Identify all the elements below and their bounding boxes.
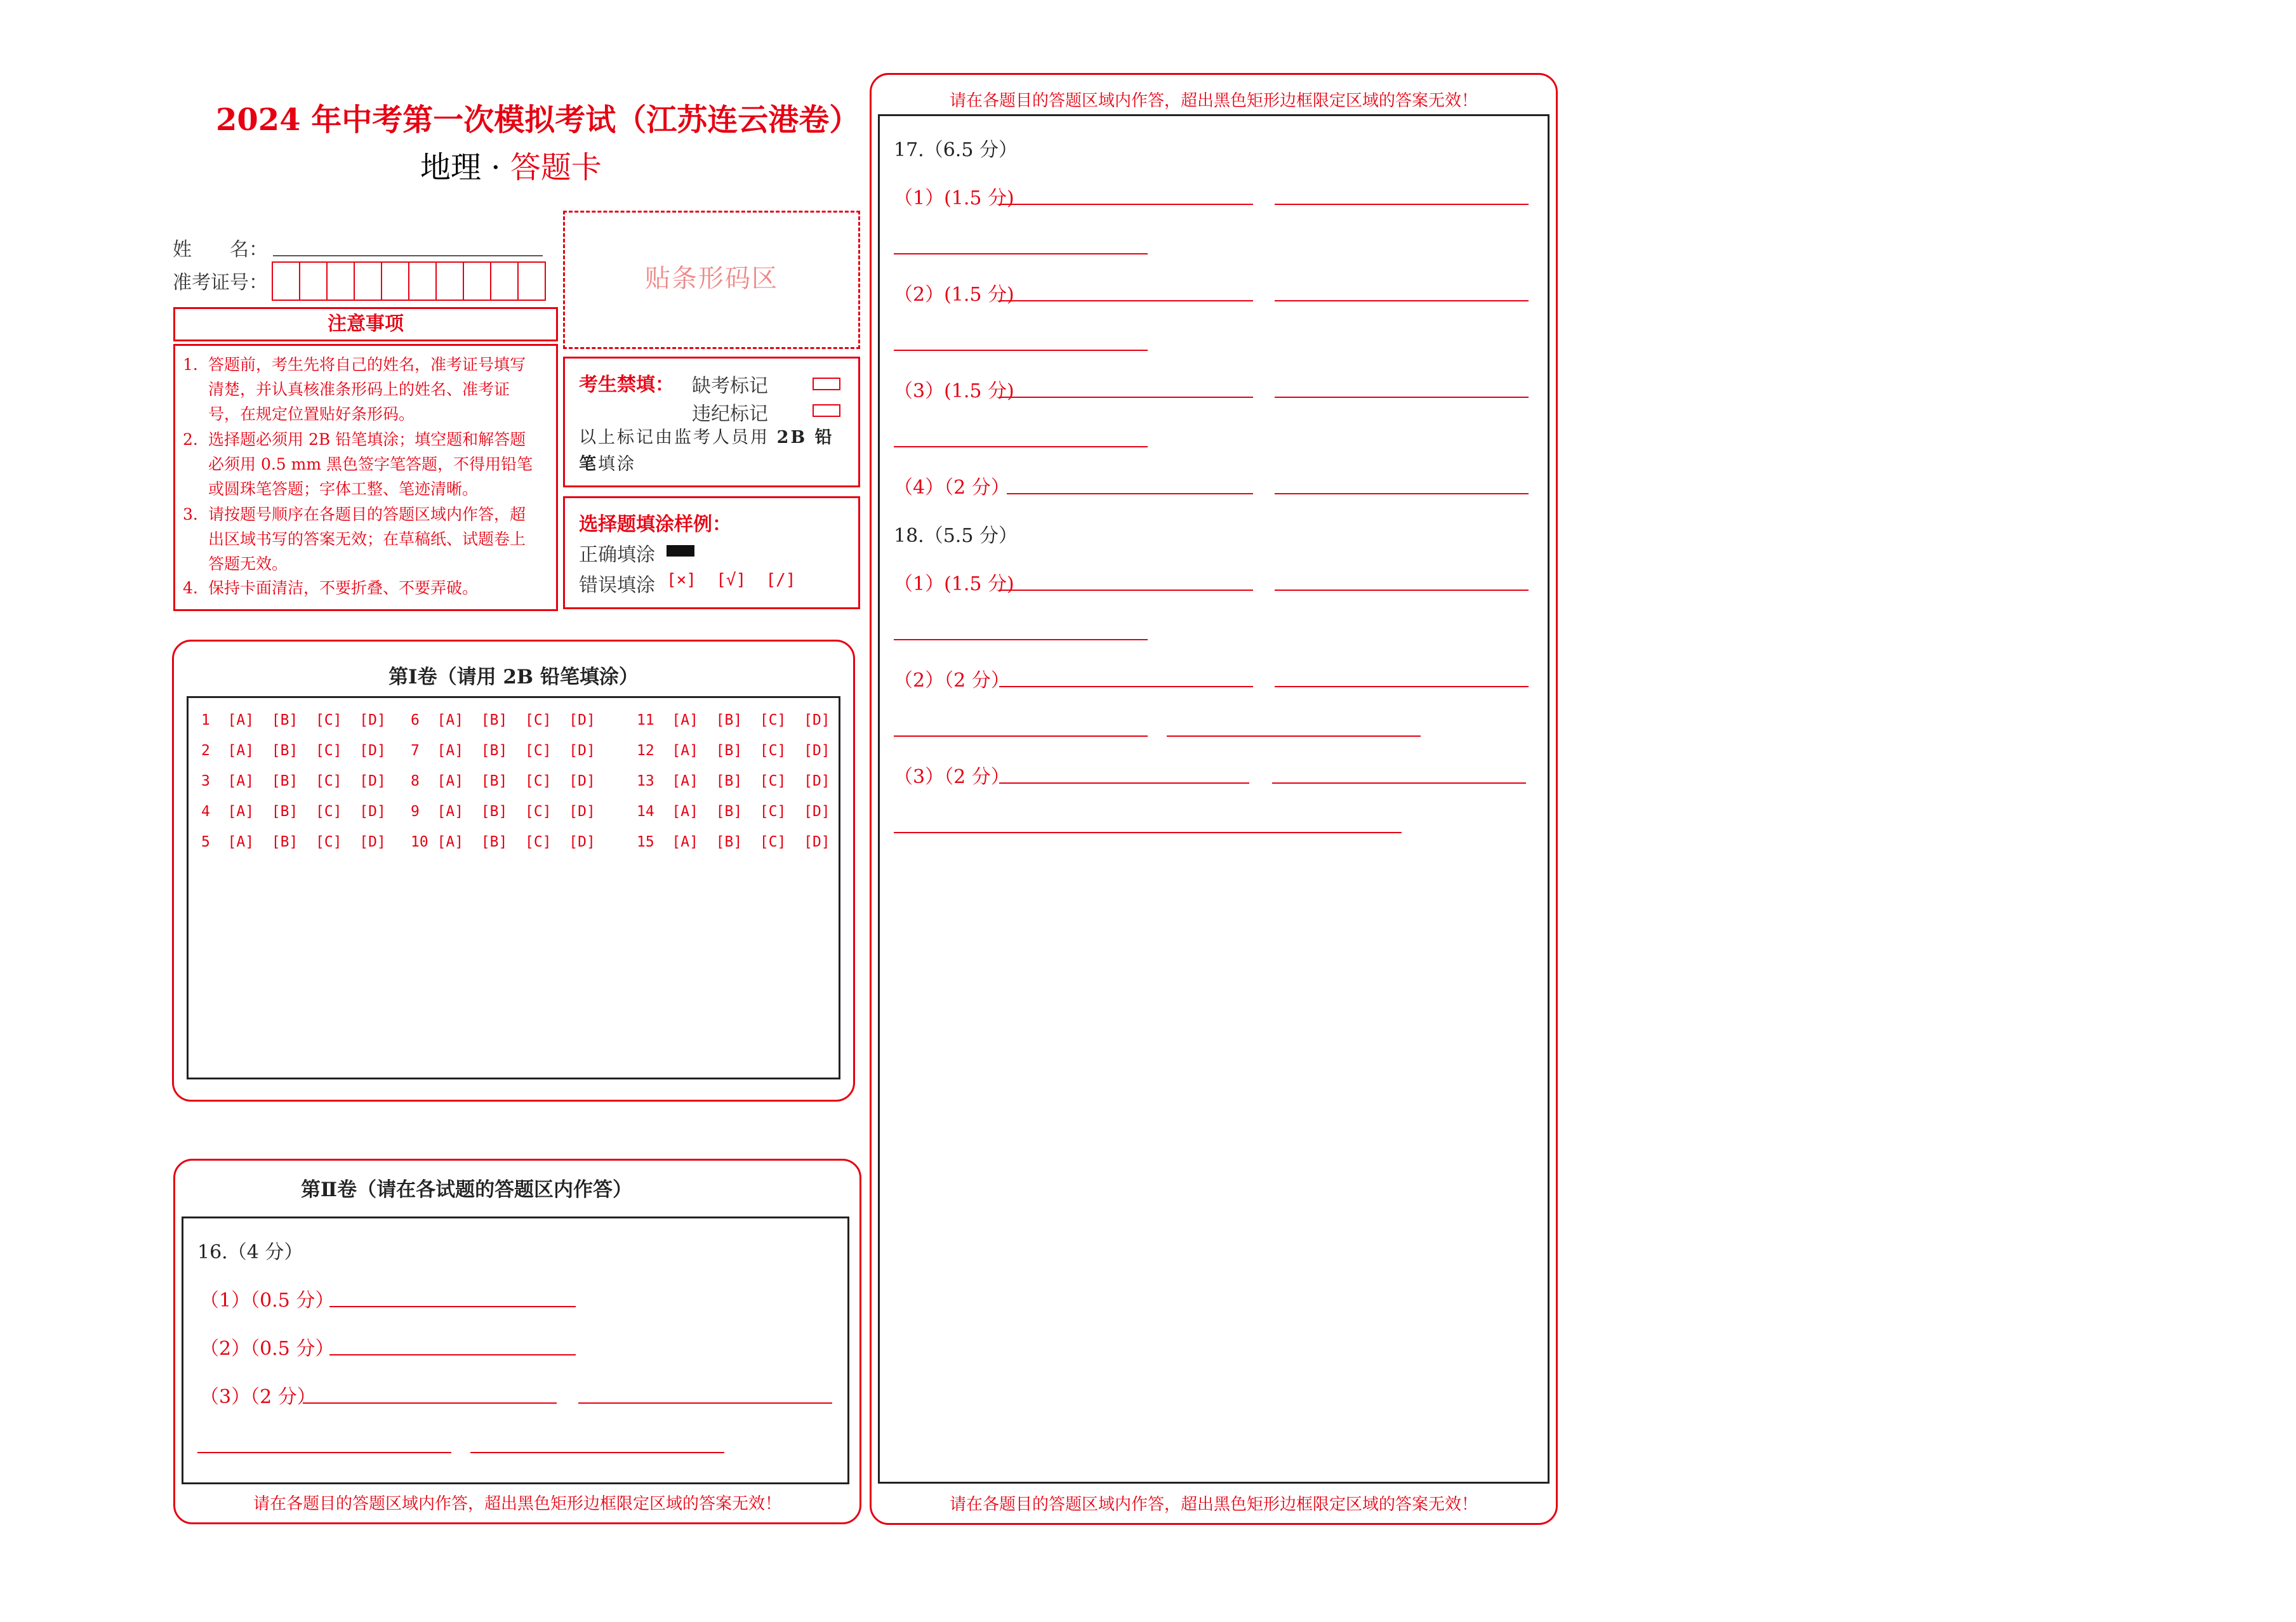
right-top-warning: 请在各题目的答题区域内作答，超出黑色矩形边框限定区域的答案无效！ <box>949 91 1478 110</box>
wrong-fill-label: 错误填涂 <box>579 574 655 597</box>
notice-item: 3. 请按题号顺序在各题目的答题区域内作答，超出区域书写的答案无效；在草稿纸、试题卷上答题无效。 <box>183 505 526 573</box>
q18-sub1-answer-line[interactable] <box>1275 590 1529 591</box>
notice-item: 2. 选择题必须用 2B 铅笔填涂；填空题和解答题必须用 0.5 mm 黑色签字笔答题，不得用铅笔或圆珠笔答题；字体工整、笔迹清晰。 <box>183 430 533 498</box>
q17-sub2-answer-line[interactable] <box>999 300 1253 301</box>
absent-mark-label: 缺考标记 <box>692 375 768 397</box>
part1-title: 第Ⅰ卷（请用 2B 铅笔填涂） <box>388 666 639 689</box>
part2-warning: 请在各题目的答题区域内作答，超出黑色矩形边框限定区域的答案无效！ <box>253 1494 781 1513</box>
q16-sub3-answer-line[interactable] <box>578 1402 832 1404</box>
mc-question-row[interactable]: 8 [A] [B] [C] [D] <box>411 773 595 789</box>
q16-answer-box <box>182 1216 849 1484</box>
id-digit-box[interactable] <box>409 263 437 300</box>
fill-example-title: 选择题填涂样例： <box>579 513 731 536</box>
exam-title: 2024 年中考第一次模拟考试（江苏连云港卷） <box>216 102 860 138</box>
id-digit-box[interactable] <box>519 263 545 300</box>
q16-sub2-label: （2）（0.5 分） <box>200 1338 335 1360</box>
answer-card-label: 答题卡 <box>510 150 602 185</box>
q18-sub1-label: （1）(1.5 分) <box>894 573 1014 595</box>
mc-question-row[interactable]: 6 [A] [B] [C] [D] <box>411 712 595 729</box>
mc-column-1 <box>201 712 386 864</box>
id-digit-box[interactable] <box>328 263 355 300</box>
exam-id-label: 准考证号： <box>173 272 268 294</box>
mc-question-row[interactable]: 14 [A] [B] [C] [D] <box>637 803 830 820</box>
q17-sub1-answer-line[interactable] <box>999 204 1253 205</box>
id-digit-box[interactable] <box>382 263 409 300</box>
q18-sub2-answer-line[interactable] <box>1167 735 1421 737</box>
q18-sub3-label: （3）（2 分） <box>894 766 1010 788</box>
mc-column-2 <box>411 712 595 864</box>
id-digit-box[interactable] <box>464 263 491 300</box>
id-digit-box[interactable] <box>273 263 300 300</box>
mc-column-3 <box>637 712 830 864</box>
mc-question-row[interactable]: 10 [A] [B] [C] [D] <box>411 834 595 850</box>
subject-name: 地理 <box>420 150 482 185</box>
q17-sub4-label: （4）（2 分） <box>894 477 1010 499</box>
q18-sub1-answer-line[interactable] <box>999 590 1253 591</box>
q16-sub1-answer-line[interactable] <box>329 1306 576 1307</box>
id-digit-box[interactable] <box>300 263 328 300</box>
notice-item: 4. 保持卡面清洁，不要折叠、不要弄破。 <box>183 579 479 597</box>
q16-sub3-label: （3）（2 分） <box>200 1386 316 1408</box>
mc-question-row[interactable]: 13 [A] [B] [C] [D] <box>637 773 830 789</box>
notice-item: 1. 答题前，考生先将自己的姓名，准考证号填写清楚，并认真核准条形码上的姓名、准考证号，在规定位置贴好条形码。 <box>183 355 526 423</box>
q17-sub3-answer-line[interactable] <box>894 446 1148 447</box>
name-label: 姓 名： <box>173 239 268 261</box>
q18-sub2-answer-line[interactable] <box>894 735 1148 737</box>
q18-sub3-answer-line[interactable] <box>894 832 1402 833</box>
q17-sub2-answer-line[interactable] <box>1275 300 1529 301</box>
q18-sub3-answer-line[interactable] <box>999 782 1249 784</box>
part2-title: 第Ⅱ卷（请在各试题的答题区内作答） <box>300 1178 633 1201</box>
q17-heading: 17.（6.5 分） <box>894 139 1018 161</box>
q16-sub1-label: （1）（0.5 分） <box>200 1289 335 1312</box>
absent-mark-box[interactable] <box>813 378 840 390</box>
q17-q18-answer-box <box>878 114 1549 1484</box>
mc-question-row[interactable]: 9 [A] [B] [C] [D] <box>411 803 595 820</box>
mc-question-row[interactable]: 12 [A] [B] [C] [D] <box>637 742 830 759</box>
q18-heading: 18.（5.5 分） <box>894 525 1018 547</box>
violation-mark-box[interactable] <box>813 404 840 417</box>
forbidden-note: 以上标记由监考人员用 2B 铅笔填涂 <box>579 428 834 474</box>
id-digit-box[interactable] <box>437 263 464 300</box>
title-dot: · <box>491 150 501 185</box>
q17-sub4-answer-line[interactable] <box>1007 493 1253 494</box>
barcode-area <box>563 211 860 349</box>
violation-mark-label: 违纪标记 <box>692 403 768 425</box>
barcode-label: 贴条形码区 <box>645 264 778 293</box>
part1-section <box>172 640 855 1102</box>
q18-sub3-answer-line[interactable] <box>1272 782 1526 784</box>
name-field[interactable] <box>273 255 543 256</box>
q18-sub2-label: （2）（2 分） <box>894 669 1010 692</box>
id-digit-box[interactable] <box>355 263 382 300</box>
q18-sub1-answer-line[interactable] <box>894 639 1148 640</box>
q18-sub2-answer-line[interactable] <box>1275 686 1529 687</box>
q17-sub4-answer-line[interactable] <box>1275 493 1529 494</box>
q17-sub1-answer-line[interactable] <box>1275 204 1529 205</box>
mc-question-row[interactable]: 3 [A] [B] [C] [D] <box>201 773 386 789</box>
q16-sub3-answer-line[interactable] <box>470 1452 724 1453</box>
mc-question-row[interactable]: 15 [A] [B] [C] [D] <box>637 834 830 850</box>
mc-question-row[interactable]: 2 [A] [B] [C] [D] <box>201 742 386 759</box>
q16-sub3-answer-line[interactable] <box>197 1452 451 1453</box>
mc-question-row[interactable]: 11 [A] [B] [C] [D] <box>637 712 830 729</box>
fill-example-box <box>563 496 860 609</box>
q17-sub3-answer-line[interactable] <box>1275 397 1529 398</box>
forbidden-label: 考生禁填： <box>579 374 674 396</box>
q17-sub1-label: （1）(1.5 分) <box>894 187 1014 209</box>
mc-question-row[interactable]: 5 [A] [B] [C] [D] <box>201 834 386 850</box>
subject-heading <box>420 143 602 187</box>
right-bottom-warning: 请在各题目的答题区域内作答，超出黑色矩形边框限定区域的答案无效！ <box>949 1495 1478 1514</box>
notice-box <box>173 344 558 611</box>
q16-sub3-answer-line[interactable] <box>303 1402 557 1404</box>
exam-id-boxes[interactable] <box>272 261 546 301</box>
q17-sub2-answer-line[interactable] <box>894 350 1148 351</box>
q17-sub3-answer-line[interactable] <box>999 397 1253 398</box>
notice-title: 注意事项 <box>173 307 558 341</box>
right-answer-section <box>870 73 1558 1525</box>
part1-answer-box <box>187 696 840 1079</box>
mc-question-row[interactable]: 7 [A] [B] [C] [D] <box>411 742 595 759</box>
correct-fill-sample <box>667 545 694 557</box>
correct-fill-label: 正确填涂 <box>579 544 655 566</box>
q16-heading: 16.（4 分） <box>197 1241 303 1263</box>
forbidden-box <box>563 357 860 487</box>
q17-sub3-label: （3）(1.5 分) <box>894 380 1014 402</box>
mc-question-row[interactable]: 1 [A] [B] [C] [D] <box>201 712 386 729</box>
id-digit-box[interactable] <box>491 263 519 300</box>
q17-sub2-label: （2）(1.5 分) <box>894 284 1014 306</box>
wrong-fill-samples: [×] [√] [/] <box>667 570 796 590</box>
q17-sub1-answer-line[interactable] <box>894 253 1148 254</box>
mc-question-row[interactable]: 4 [A] [B] [C] [D] <box>201 803 386 820</box>
part2-section <box>173 1159 861 1524</box>
q18-sub2-answer-line[interactable] <box>999 686 1253 687</box>
q16-sub2-answer-line[interactable] <box>329 1354 576 1355</box>
